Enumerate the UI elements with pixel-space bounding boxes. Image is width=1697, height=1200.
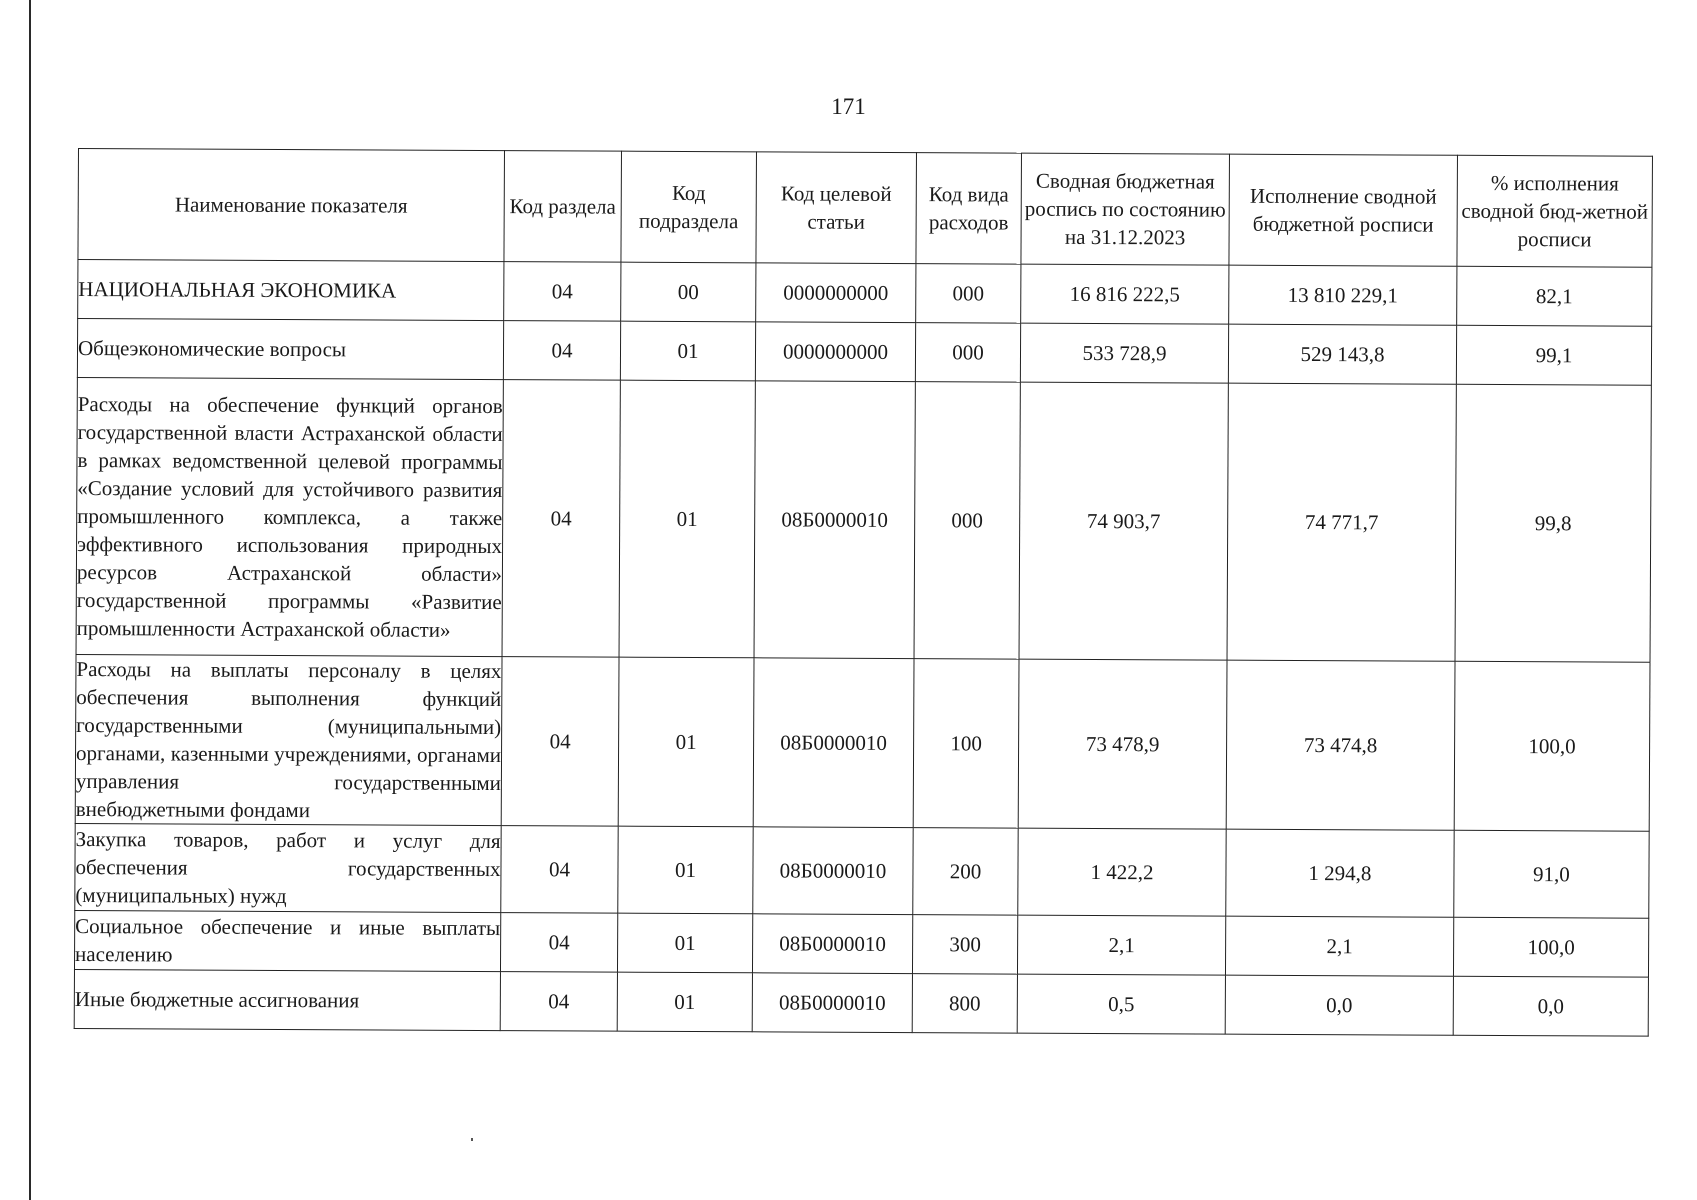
row-target: 08Б0000010: [752, 973, 912, 1033]
row-expense-type: 000: [914, 382, 1020, 660]
row-planned: 0,5: [1017, 974, 1225, 1034]
row-subsection: 01: [618, 657, 754, 827]
page-number: 171: [831, 94, 866, 119]
row-planned: 533 728,9: [1020, 323, 1228, 383]
scan-speck: [471, 1138, 473, 1141]
row-subsection: 01: [617, 913, 752, 973]
row-subsection: 01: [620, 321, 755, 381]
header-expense-type-code: Код вида расходов: [916, 153, 1022, 265]
row-planned: 16 816 222,5: [1021, 264, 1229, 324]
row-percent: 100,0: [1454, 661, 1650, 831]
row-name: НАЦИОНАЛЬНАЯ ЭКОНОМИКА: [78, 260, 504, 321]
row-expense-type: 200: [913, 828, 1018, 916]
row-name: Общеэкономические вопросы: [77, 319, 503, 380]
row-planned: 74 903,7: [1019, 382, 1228, 660]
row-target: 08Б0000010: [753, 658, 914, 828]
row-executed: 13 810 229,1: [1229, 265, 1457, 325]
row-executed: 73 474,8: [1226, 660, 1455, 830]
row-subsection: 01: [618, 826, 753, 914]
budget-execution-table: [74, 148, 1653, 1037]
row-expense-type: 100: [913, 659, 1019, 829]
table-header-row: [78, 149, 1653, 268]
header-execution: Исполнение сводной бюджетной росписи: [1229, 154, 1458, 266]
table-row: [77, 319, 1651, 386]
row-name: Расходы на выплаты персоналу в целях обеспечения выполнения функций государственными (муниципальными) органами, казенными учреждениями, органами управления государственными внебюджетными фондами: [75, 654, 502, 825]
header-target-item-code: Код целевой статьи: [756, 152, 917, 264]
row-planned: 73 478,9: [1018, 659, 1227, 829]
row-planned: 2,1: [1017, 915, 1225, 975]
header-name: Наименование показателя: [78, 149, 505, 262]
row-name: Закупка товаров, работ и услуг для обеспечения государственных (муниципальных) нужд: [75, 823, 501, 912]
table-row: [74, 969, 1648, 1036]
row-executed: 2,1: [1225, 916, 1453, 976]
row-planned: 1 422,2: [1018, 828, 1226, 916]
row-section: 04: [501, 826, 618, 914]
row-target: 08Б0000010: [752, 914, 912, 974]
row-target: 0000000000: [756, 263, 916, 323]
header-execution-percent: % исполнения сводной бюд-жетной росписи: [1457, 155, 1653, 267]
table-row: [76, 377, 1651, 662]
row-section: 04: [504, 262, 621, 322]
row-expense-type: 000: [915, 323, 1020, 383]
row-name: Иные бюджетные ассигнования: [74, 969, 500, 1030]
row-percent: 100,0: [1453, 917, 1648, 977]
row-section: 04: [500, 913, 617, 973]
row-name: Расходы на обеспечение функций органов государственной власти Астраханской области в рамках ведомственной целевой программы «Создание условий для устойчивого развития промышленного комплекса, а также эффективного использования природных ресурсов Астраханской области» государственной программы «Развитие промышленности Астраханской области»: [76, 377, 503, 656]
row-subsection: 00: [621, 262, 756, 322]
row-percent: 99,1: [1456, 325, 1651, 385]
table-row: [75, 823, 1649, 918]
row-expense-type: 000: [916, 264, 1021, 324]
table-row: [78, 260, 1652, 327]
header-subsection-code: Код подраздела: [621, 151, 757, 263]
row-section: 04: [500, 972, 617, 1032]
row-executed: 0,0: [1225, 975, 1453, 1035]
row-executed: 1 294,8: [1226, 829, 1454, 917]
row-name: Социальное обеспечение и иные выплаты населению: [74, 910, 500, 971]
row-section: 04: [501, 657, 619, 827]
row-subsection: 01: [619, 380, 755, 658]
row-percent: 91,0: [1454, 830, 1649, 918]
row-section: 04: [502, 380, 620, 658]
row-percent: 82,1: [1457, 266, 1652, 326]
row-target: 08Б0000010: [754, 381, 915, 659]
header-consolidated-list: Сводная бюджетная роспись по состоянию на 31.12.2023: [1021, 153, 1230, 265]
row-target: 0000000000: [755, 322, 915, 382]
header-section-code: Код раздела: [504, 151, 622, 263]
table-row: [74, 910, 1648, 977]
scan-margin-line: [29, 0, 31, 1200]
row-percent: 99,8: [1455, 384, 1651, 662]
row-expense-type: 800: [912, 974, 1017, 1034]
row-executed: 529 143,8: [1228, 324, 1456, 384]
table-row: [75, 654, 1650, 831]
row-subsection: 01: [617, 972, 752, 1032]
row-target: 08Б0000010: [753, 827, 913, 915]
row-percent: 0,0: [1453, 976, 1648, 1036]
row-executed: 74 771,7: [1227, 383, 1456, 661]
row-section: 04: [503, 321, 620, 381]
row-expense-type: 300: [912, 915, 1017, 975]
